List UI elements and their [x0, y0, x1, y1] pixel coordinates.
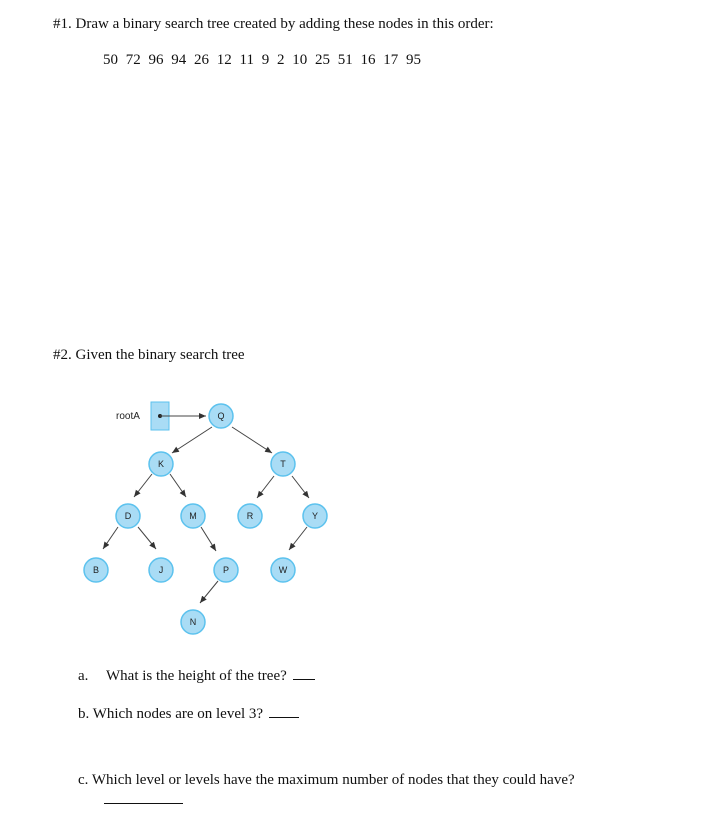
question-2c-text: c. Which level or levels have the maximum number of nodes that they could have?: [78, 772, 575, 788]
svg-text:D: D: [124, 511, 132, 521]
question-2-title: #2. Given the binary search tree: [53, 347, 245, 363]
edge-k-m: [170, 474, 186, 497]
edge-m-p: [201, 527, 216, 551]
question-2a-label: a.: [78, 668, 89, 684]
edge-d-b: [103, 527, 118, 549]
question-1-title: #1. Draw a binary search tree created by adding these nodes in this order:: [53, 16, 494, 32]
edge-q-t: [232, 427, 272, 453]
svg-text:J: J: [158, 565, 164, 575]
edge-d-j: [138, 527, 156, 549]
edge-q-k: [172, 427, 212, 453]
tree-node-m: [181, 504, 205, 528]
question-2b: [78, 706, 299, 723]
svg-text:Q: Q: [217, 411, 225, 421]
tree-node-j: [149, 558, 173, 582]
svg-text:B: B: [92, 565, 100, 575]
question-2a: [78, 668, 315, 685]
svg-text:P: P: [222, 565, 230, 575]
binary-search-tree-diagram: [0, 390, 400, 650]
answer-blank-b[interactable]: [269, 706, 299, 718]
answer-blank-a[interactable]: [293, 668, 315, 680]
svg-text:K: K: [157, 459, 165, 469]
edge-p-n: [200, 581, 218, 603]
tree-node-p: [214, 558, 238, 582]
tree-node-w: [271, 558, 295, 582]
question-1-sequence: 50 72 96 94 26 12 11 9 2 10 25 51 16 17 95: [103, 52, 421, 68]
tree-node-t: [271, 452, 295, 476]
question-2b-text: b. Which nodes are on level 3?: [78, 706, 264, 722]
tree-node-k: [149, 452, 173, 476]
tree-node-b: [84, 558, 108, 582]
edge-t-y: [292, 476, 309, 498]
svg-text:T: T: [280, 459, 286, 469]
question-2a-text: What is the height of the tree?: [106, 668, 287, 684]
tree-node-q: [209, 404, 233, 428]
svg-text:M: M: [189, 511, 197, 521]
edge-y-w: [289, 527, 307, 550]
svg-text:R: R: [246, 511, 254, 521]
svg-text:N: N: [189, 617, 197, 627]
tree-node-r: [238, 504, 262, 528]
tree-node-y: [303, 504, 327, 528]
tree-node-d: [116, 504, 140, 528]
root-label: rootA: [116, 411, 140, 422]
edge-k-d: [134, 474, 152, 497]
answer-blank-c[interactable]: [104, 803, 183, 804]
question-2c: [78, 772, 575, 789]
svg-text:Y: Y: [311, 511, 319, 521]
svg-text:W: W: [278, 565, 288, 575]
tree-node-n: [181, 610, 205, 634]
edge-t-r: [257, 476, 274, 498]
